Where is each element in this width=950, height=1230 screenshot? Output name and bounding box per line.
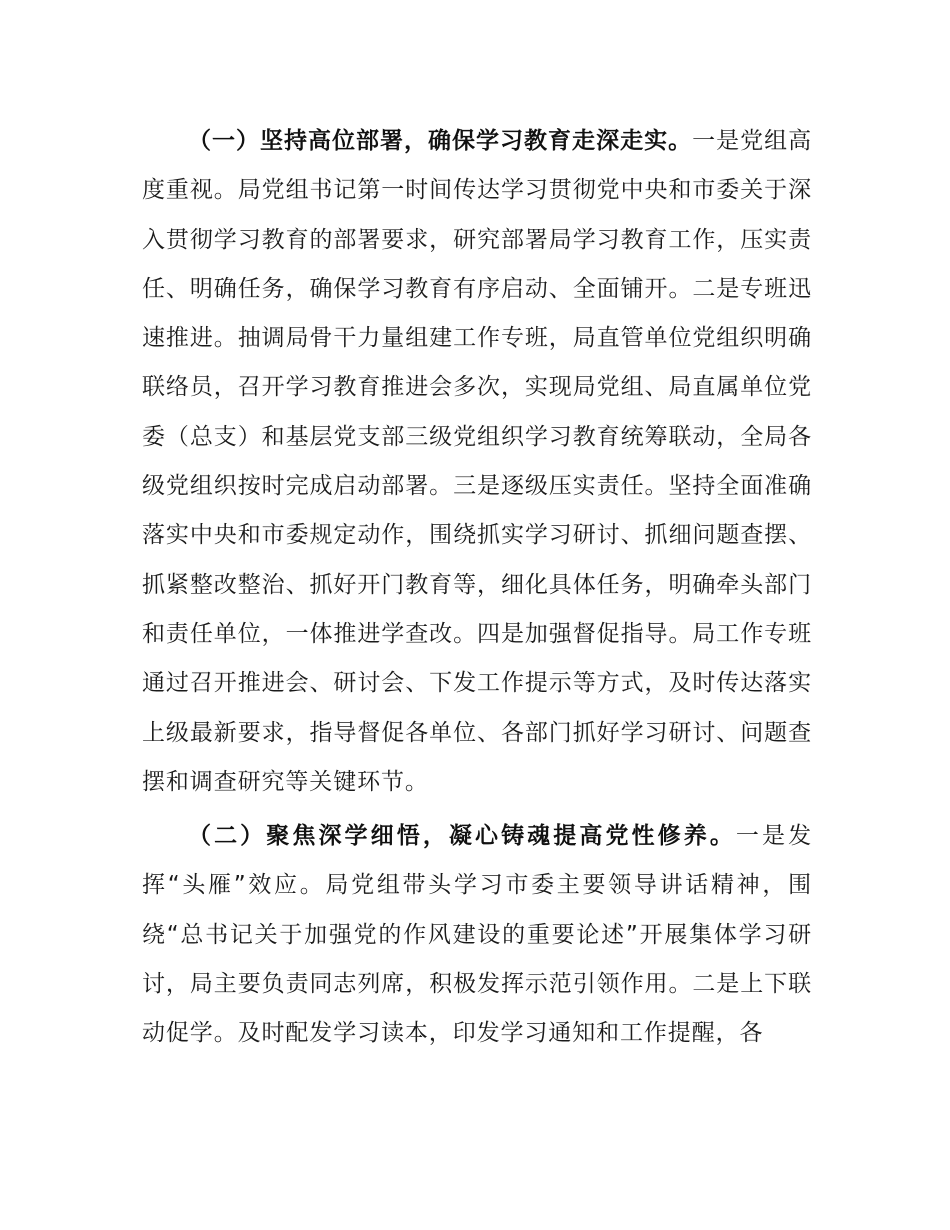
paragraph-2-text: 一是发挥“头雁”效应。局党组带头学习市委主要领导讲话精神，围绕“总书记关于加强党的作风建设的重要论述”开展集体学习研讨，局主要负责同志列席，积极发挥示范引领作用。二是上下联动促学。及时配发学习读本，印发学习通知和工作提醒，各 [142, 823, 813, 1047]
document-body [142, 117, 812, 1059]
section-heading-1: （一）坚持高位部署，确保学习教育走深走实。 [188, 128, 693, 154]
paragraph-1-text: 一是党组高度重视。局党组书记第一时间传达学习贯彻党中央和市委关于深入贯彻学习教育的部署要求，研究部署局学习教育工作，压实责任、明确任务，确保学习教育有序启动、全面铺开。二是专班迅速推进。抽调局骨干力量组建工作专班，局直管单位党组织明确联络员，召开学习教育推进会多次，实现局党组、局直属单位党委（总支）和基层党支部三级党组织学习教育统筹联动，全局各级党组织按时完成启动部署。三是逐级压实责任。坚持全面准确落实中央和市委规定动作，围绕抓实学习研讨、抓细问题查摆、抓紧整改整治、抓好开门教育等，细化具体任务，明确牵头部门和责任单位，一体推进学查改。四是加强督促指导。局工作专班通过召开推进会、研讨会、下发工作提示等方式，及时传达落实上级最新要求，指导督促各单位、各部门抓好学习研讨、问题查摆和调查研究等关键环节。 [142, 128, 813, 795]
section-heading-2: （二）聚焦深学细悟，凝心铸魂提高党性修养。 [188, 823, 736, 850]
paragraph-2 [142, 812, 812, 1058]
paragraph-1 [142, 117, 812, 807]
